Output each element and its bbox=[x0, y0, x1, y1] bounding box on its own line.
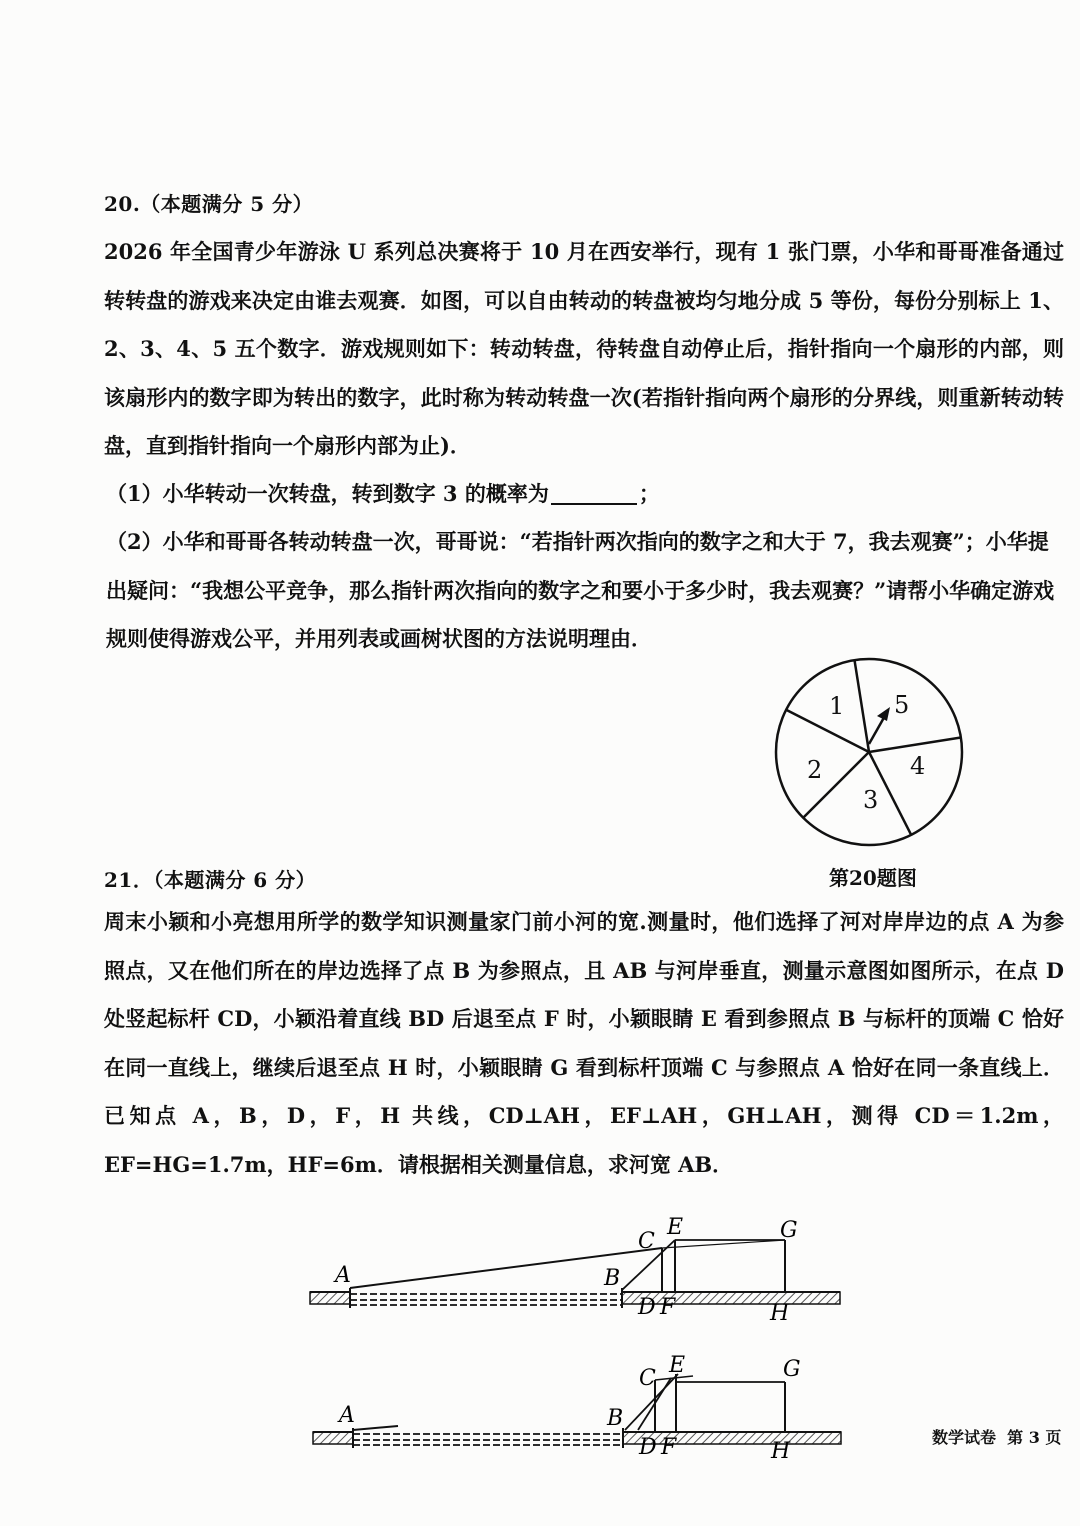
spinner-figure bbox=[769, 652, 969, 852]
q21-header: 21．（本题满分 6 分） bbox=[104, 868, 317, 892]
footer-subject: 数学试卷 bbox=[932, 1428, 997, 1447]
q21-body-text: 周末小颖和小亮想用所学的数学知识测量家门前小河的宽.测量时，他们选择了河对岸岸边的点 A 为参照点，又在他们所在的岸边选择了点 B 为参照点，且 AB 与河岸垂直，测量示意图如图所示，在点 D 处竖起标杆 CD，小颖沿着直线 BD 后退至点 F 时，小颖眼睛 E 看到参照点 B 与标杆的顶端 C 恰好在同一直线上，继续后退至点 H 时，小颖眼睛 G 看到标杆顶端 C 与参照点 A 恰好在同一条直线上．已知点 A，B，D，F，H 共线，CD⊥AH，EF⊥AH，GH⊥AH，测得 CD＝1.2m，EF=HG=1.7m，HF=6m．请根据相关测量信息，求河宽 AB． bbox=[104, 909, 1064, 1177]
footer-page: 第 3 页 bbox=[1007, 1428, 1062, 1447]
label-D: D bbox=[639, 1435, 657, 1460]
q20-body-text: 2026 年全国青少年游泳 U 系列总决赛将于 10 月在西安举行，现有 1 张门票，小华和哥哥准备通过转转盘的游戏来决定由谁去观赛．如图，可以自由转动的转盘被均匀地分成 5 等份，每份分别标上 1、2、3、4、5 五个数字．游戏规则如下：转动转盘，待转盘自动停止后，指针指向一个扇形的内部，则该扇形内的数字即为转出的数字，此时称为转动转盘一次(若指针指向两个扇形的分界线，则重新转动转盘，直到指针指向一个扇形内部为止)． bbox=[104, 239, 1064, 458]
q20-part2 bbox=[106, 518, 1064, 664]
q20-part1 bbox=[106, 470, 1064, 519]
label-H: H bbox=[770, 1301, 790, 1326]
q20-figure-caption: 第20题图 bbox=[829, 866, 917, 890]
line-A-short bbox=[353, 1426, 398, 1430]
line-CG bbox=[662, 1240, 785, 1248]
spinner-pointer-head bbox=[877, 707, 890, 721]
q21-figure-bottom bbox=[303, 1350, 863, 1470]
label-F: F bbox=[661, 1435, 677, 1460]
label-A: A bbox=[339, 1403, 355, 1428]
label-H: H bbox=[771, 1439, 791, 1464]
label-E: E bbox=[669, 1353, 686, 1378]
spinner-divider-5 bbox=[786, 710, 869, 752]
footer bbox=[932, 1425, 1061, 1448]
label-C: C bbox=[638, 1229, 655, 1254]
spinner-divider-1 bbox=[855, 660, 870, 752]
spinner-label-3: 3 bbox=[863, 786, 879, 814]
q20-body bbox=[104, 228, 1064, 471]
spinner-label-4: 4 bbox=[910, 752, 926, 780]
q21-figure-top bbox=[300, 1210, 860, 1330]
spinner-label-5: 5 bbox=[894, 691, 910, 719]
label-C: C bbox=[639, 1366, 656, 1391]
q20-answer-blank[interactable] bbox=[551, 481, 637, 505]
label-F: F bbox=[660, 1295, 676, 1320]
label-B: B bbox=[604, 1266, 621, 1291]
ground-left bbox=[313, 1432, 353, 1444]
label-E: E bbox=[667, 1215, 684, 1240]
ground-left bbox=[310, 1292, 350, 1304]
label-G: G bbox=[783, 1357, 801, 1382]
q20-part1-suffix: ； bbox=[638, 481, 660, 506]
spinner-label-1: 1 bbox=[829, 692, 845, 720]
q20-header: 20.（本题满分 5 分） bbox=[104, 192, 314, 216]
spinner-divider-2 bbox=[869, 738, 961, 753]
q20-part1-text: （1）小华转动一次转盘，转到数字 3 的概率为 bbox=[106, 481, 549, 506]
label-B: B bbox=[607, 1406, 624, 1431]
label-D: D bbox=[638, 1295, 656, 1320]
label-A: A bbox=[335, 1263, 351, 1288]
q21-body bbox=[104, 898, 1064, 1189]
spinner-label-2: 2 bbox=[807, 756, 823, 784]
q20-part2-text: （2）小华和哥哥各转动转盘一次，哥哥说：“若指针两次指向的数字之和大于 7，我去观赛”；小华提出疑问：“我想公平竞争，那么指针两次指向的数字之和要小于多少时，我去观赛？”请帮小华确定游戏规则使得游戏公平，并用列表或画树状图的方法说明理由． bbox=[106, 529, 1055, 651]
label-G: G bbox=[780, 1218, 798, 1243]
